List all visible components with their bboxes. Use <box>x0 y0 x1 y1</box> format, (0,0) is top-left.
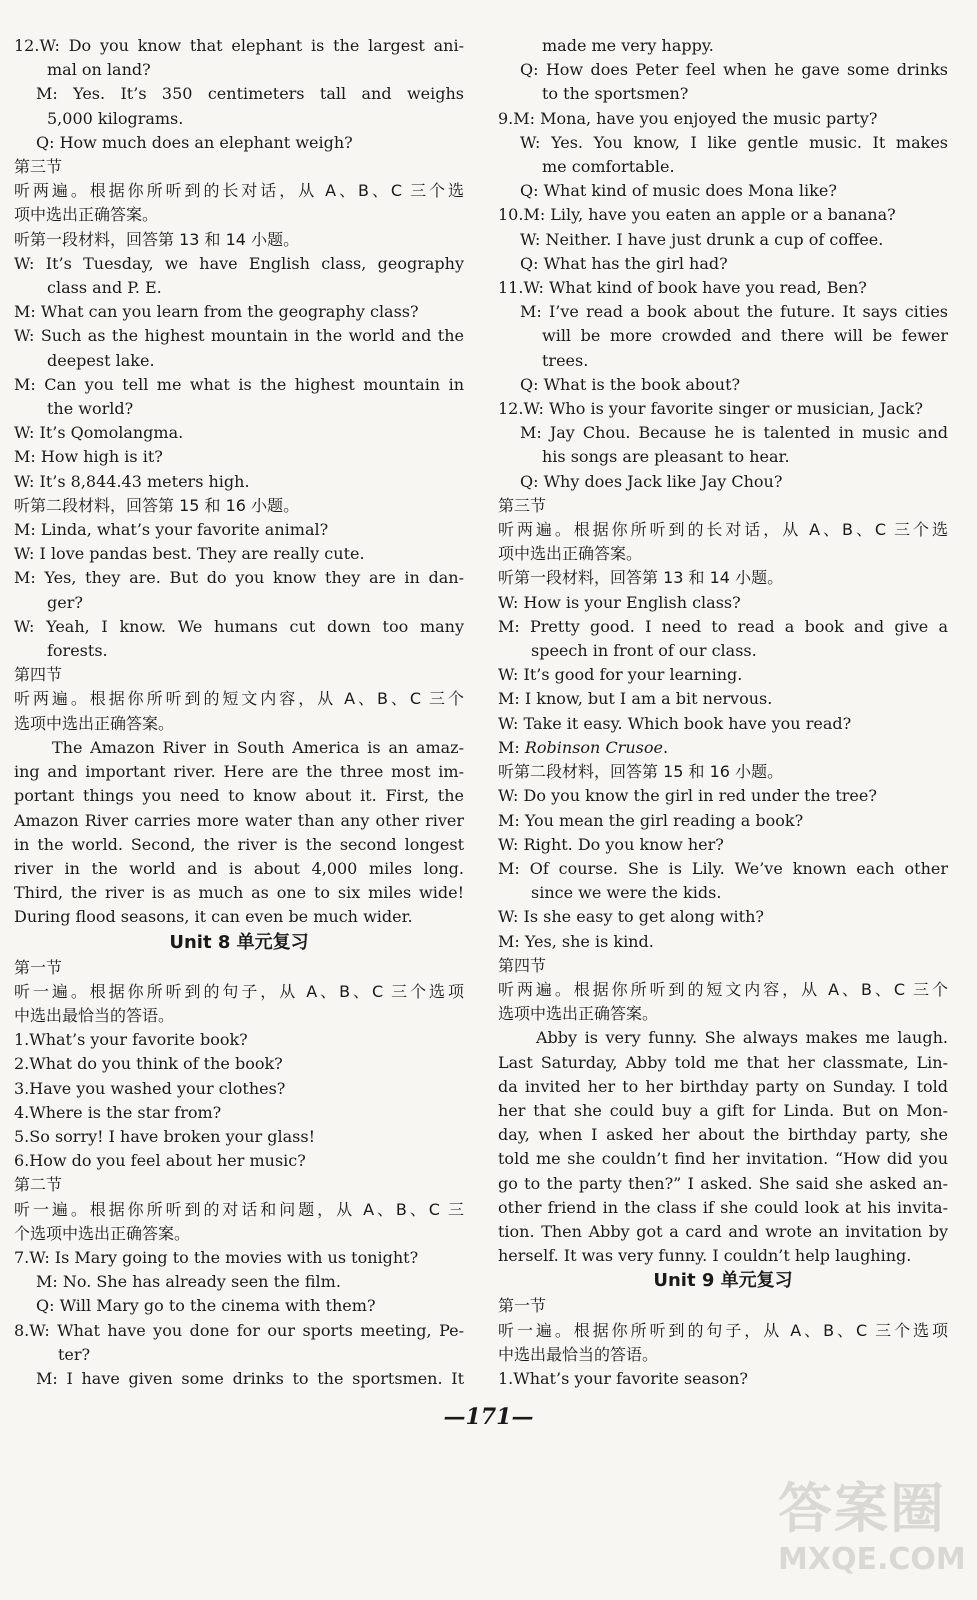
section-heading: 第三节 <box>14 157 63 177</box>
text-line: river in the world and is about 4,000 miles long. <box>14 858 464 878</box>
text-line: trees. <box>542 350 589 370</box>
text-line: Q: Why does Jack like Jay Chou? <box>520 471 783 491</box>
text-line: will be more crowded and there will be fewer <box>542 326 948 346</box>
unit-heading: Unit 9 单元复习 <box>653 1270 793 1292</box>
text-line: da invited her to her birthday party on Sunday. I told <box>498 1076 948 1096</box>
page-number: —171— <box>443 1404 534 1430</box>
text-line: M: No. She has already seen the film. <box>36 1272 341 1292</box>
text-line: During flood seasons, it can even be much wider. <box>14 907 413 927</box>
text-line: 3.Have you washed your clothes? <box>14 1078 286 1098</box>
text-line: M: Linda, what’s your favorite animal? <box>14 520 329 540</box>
section-heading: 第一节 <box>498 1296 547 1316</box>
text-line: 听第一段材料，回答第 13 和 14 小题。 <box>498 568 784 588</box>
text-line: Q: How much does an elephant weigh? <box>36 132 353 152</box>
text-line: W: It’s Qomolangma. <box>14 423 184 443</box>
text-line: 项中选出正确答案。 <box>498 544 643 564</box>
text-line: 选项中选出正确答案。 <box>498 1004 659 1024</box>
text-line: M: Of course. She is Lily. We’ve known each other <box>498 858 948 878</box>
text-line: M: Can you tell me what is the highest mountain in <box>14 374 464 394</box>
text-line: 8.W: What have you done for our sports meeting, Pe- <box>14 1320 464 1340</box>
section-heading: 第四节 <box>14 665 63 685</box>
text-line: 选项中选出正确答案。 <box>14 713 175 733</box>
text-line: ger? <box>47 592 83 612</box>
text-line: M: Yes, they are. But do you know they are in dan- <box>14 568 464 588</box>
text-line: M: What can you learn from the geography class? <box>14 302 419 322</box>
text-line: M: Pretty good. I need to read a book and give a <box>498 616 948 636</box>
text-line: portant things you need to know about it. First, the <box>14 786 464 806</box>
text-line: 1.What’s your favorite book? <box>14 1030 248 1050</box>
text-line: M: I know, but I am a bit nervous. <box>498 689 773 709</box>
section-heading: 第四节 <box>498 955 547 975</box>
text-line: 听一遍。根据你所听到的句子，从 A、B、C 三个选项 <box>14 981 464 1001</box>
text-line: ter? <box>58 1344 91 1364</box>
text-line: 12.W: Do you know that elephant is the largest ani- <box>14 36 464 55</box>
text-line: M: You mean the girl reading a book? <box>498 810 804 830</box>
text-line: 6.How do you feel about her music? <box>14 1151 306 1171</box>
text-line: speech in front of our class. <box>531 641 757 661</box>
text-line: M: I have given some drinks to the sportsmen. It <box>36 1368 464 1388</box>
text-line: 个选项中选出正确答案。 <box>14 1223 191 1243</box>
text-line: 4.Where is the star from? <box>14 1102 222 1122</box>
text-line: made me very happy. <box>542 36 714 55</box>
text-line: W: Yeah, I know. We humans cut down too many <box>14 616 464 636</box>
text-line: Third, the river is as much as one to six miles wide! <box>14 883 464 903</box>
text-line: class and P. E. <box>47 278 162 298</box>
text-line: M: Yes, she is kind. <box>498 931 654 951</box>
text-line: 听两遍。根据你所听到的短文内容，从 A、B、C 三个 <box>498 979 948 999</box>
text-line: Abby is very funny. She always makes me laugh. <box>536 1028 948 1048</box>
text-line: 听第一段材料，回答第 13 和 14 小题。 <box>14 229 300 249</box>
text-line: 听第二段材料，回答第 15 和 16 小题。 <box>14 495 300 515</box>
text-line: 项中选出正确答案。 <box>14 205 159 225</box>
text-line: 5,000 kilograms. <box>47 108 184 128</box>
section-heading: 第二节 <box>14 1175 63 1195</box>
text-line: W: I love pandas best. They are really cute. <box>14 544 365 564</box>
text-line: Amazon River carries more water than any other river <box>14 810 464 830</box>
text-line: to the sportsmen? <box>542 84 689 104</box>
text-line: 5.So sorry! I have broken your glass! <box>14 1126 316 1146</box>
text-line: W: It’s 8,844.43 meters high. <box>14 471 250 491</box>
text-line: 9.M: Mona, have you enjoyed the music party? <box>498 108 878 128</box>
text-line: W: Is she easy to get along with? <box>498 907 764 927</box>
text-line: Q: What is the book about? <box>520 374 741 394</box>
unit-heading: Unit 8 单元复习 <box>169 931 309 953</box>
text-line: 1.What’s your favorite season? <box>498 1368 748 1388</box>
text-line: deepest lake. <box>47 350 155 370</box>
text-line: 听两遍。根据你所听到的短文内容，从 A、B、C 三个 <box>14 689 464 709</box>
text-line: mal on land? <box>47 60 151 80</box>
text-line: 听一遍。根据你所听到的对话和问题，从 A、B、C 三 <box>14 1199 464 1219</box>
text-line: tion. Then Abby got a card and wrote an invitation by <box>498 1221 948 1241</box>
text-line: his songs are pleasant to hear. <box>542 447 790 467</box>
text-line: W: It’s Tuesday, we have English class, geography <box>14 253 464 273</box>
text-line: since we were the kids. <box>531 883 722 903</box>
text-line: M: Robinson Crusoe. <box>498 737 669 757</box>
text-line: W: Yes. You know, I like gentle music. It makes <box>520 132 948 152</box>
text-line: 中选出最恰当的答语。 <box>14 1005 175 1025</box>
text-line: 中选出最恰当的答语。 <box>498 1344 659 1364</box>
text-line: W: Take it easy. Which book have you read? <box>498 713 852 733</box>
text-line: Q: What has the girl had? <box>520 253 728 273</box>
text-line: W: Such as the highest mountain in the world and the <box>14 326 464 346</box>
text-line: 听两遍。根据你所听到的长对话，从 A、B、C 三个选 <box>14 181 464 201</box>
watermark <box>778 1477 966 1588</box>
text-line: her that she could buy a gift for Linda. But on Mon- <box>498 1100 948 1120</box>
text-line: W: Do you know the girl in red under the tree? <box>498 786 877 806</box>
text-line: 听两遍。根据你所听到的长对话，从 A、B、C 三个选 <box>498 520 948 540</box>
text-line: forests. <box>47 641 108 661</box>
text-line: 2.What do you think of the book? <box>14 1054 283 1074</box>
text-line: Q: What kind of music does Mona like? <box>520 181 837 201</box>
watermark-logo: 答案圈 <box>778 1477 946 1540</box>
text-line: M: How high is it? <box>14 447 163 467</box>
text-line: W: How is your English class? <box>498 592 741 612</box>
left-column <box>14 34 464 1391</box>
text-line: Q: How does Peter feel when he gave some drinks <box>520 60 948 80</box>
section-heading: 第一节 <box>14 957 63 977</box>
text-line: day, when I asked her about the birthday party, she <box>498 1125 948 1145</box>
text-line: Last Saturday, Abby told me that her classmate, Lin- <box>498 1052 948 1072</box>
text-line: the world? <box>47 399 134 419</box>
text-line: Q: Will Mary go to the cinema with them? <box>36 1296 376 1316</box>
text-line: 12.W: Who is your favorite singer or musician, Jack? <box>498 399 923 419</box>
text-line: ing and important river. Here are the three most im- <box>14 762 464 782</box>
text-line: 11.W: What kind of book have you read, Ben? <box>498 278 867 298</box>
text-line: 听第二段材料，回答第 15 和 16 小题。 <box>498 762 784 782</box>
text-line: W: Right. Do you know her? <box>498 834 724 854</box>
text-line: W: Neither. I have just drunk a cup of coffee. <box>520 229 884 249</box>
right-column <box>498 34 948 1391</box>
section-heading: 第三节 <box>498 495 547 515</box>
text-line: 10.M: Lily, have you eaten an apple or a banana? <box>498 205 896 225</box>
text-line: told me she couldn’t find her invitation. “How did you <box>498 1149 948 1169</box>
book-title: Robinson Crusoe <box>524 737 663 757</box>
text-line: The Amazon River in South America is an amaz- <box>52 737 464 757</box>
text-line: M: Jay Chou. Because he is talented in music and <box>520 423 948 443</box>
watermark-site: MXQE.COM <box>778 1542 966 1577</box>
text-line: W: It’s good for your learning. <box>498 665 743 685</box>
text-line: in the world. Second, the river is the second longest <box>14 834 464 854</box>
text-line: me comfortable. <box>542 157 675 177</box>
text-line: 7.W: Is Mary going to the movies with us tonight? <box>14 1247 419 1267</box>
text-line: herself. It was very funny. I couldn’t help laughing. <box>498 1246 912 1266</box>
text-line: M: I’ve read a book about the future. It says cities <box>520 302 948 322</box>
text-line: go to the party then?” I asked. She said she asked an- <box>498 1173 948 1193</box>
text-line: M: Yes. It’s 350 centimeters tall and weighs <box>36 84 464 104</box>
text-line: 听一遍。根据你所听到的句子，从 A、B、C 三个选项 <box>498 1320 948 1340</box>
text-line: other friend in the class if she could look at his invita- <box>498 1197 948 1217</box>
